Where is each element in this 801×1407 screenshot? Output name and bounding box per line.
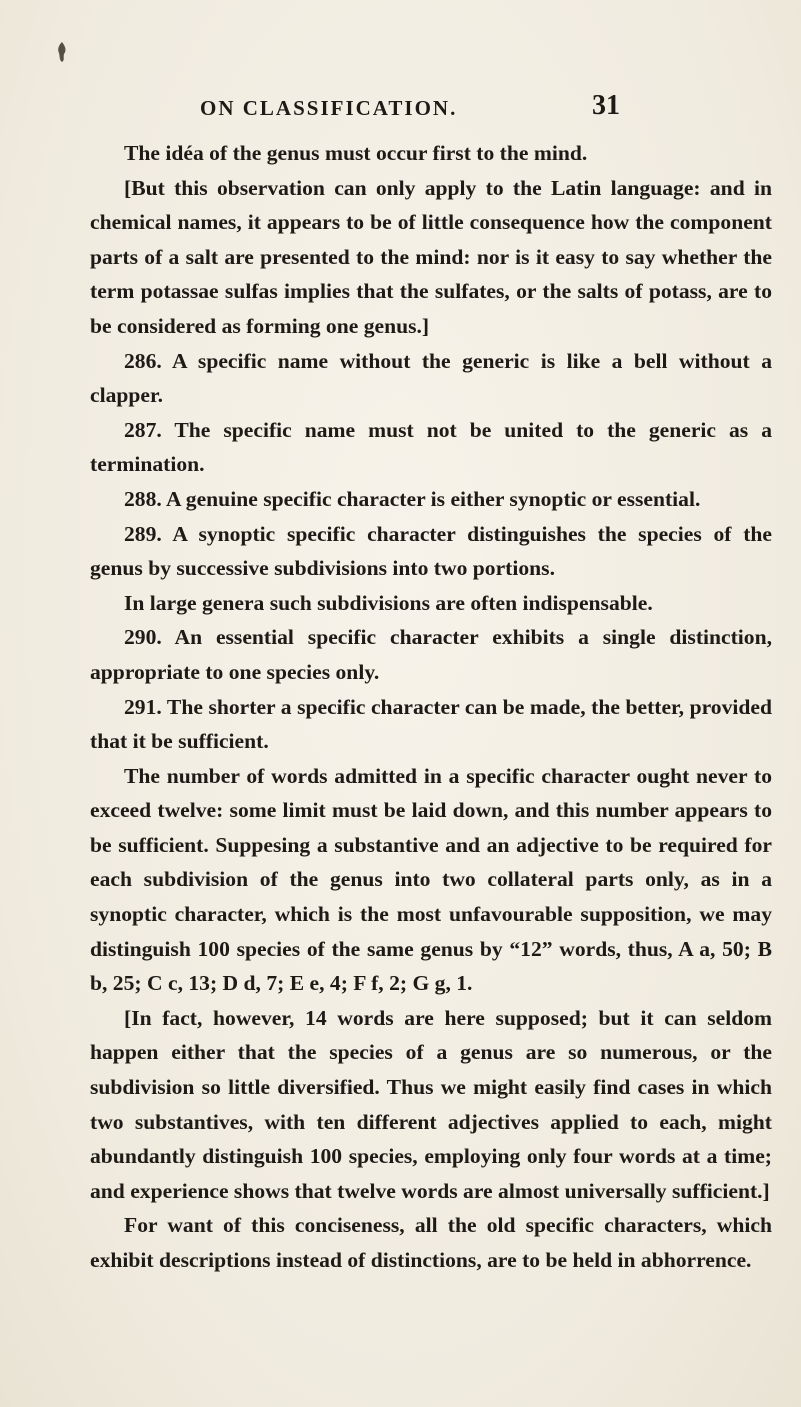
paragraph: 289. A synoptic specific character distinguishes the species of the genus by successive subdivisions into two portions.	[90, 521, 772, 581]
paragraph: In large genera such subdivisions are often indispensable.	[124, 590, 653, 615]
running-title: ON CLASSIFICATION.	[200, 96, 458, 120]
paragraph: 290. An essential specific character exhibits a single distinction, appropriate to one species only.	[90, 625, 772, 684]
paragraph: 286. A specific name without the generic is like a bell without a clapper.	[90, 348, 772, 408]
paragraph: 291. The shorter a specific character can be made, the better, provided that it be sufficient.	[90, 694, 772, 754]
ink-blot-mark	[54, 40, 70, 64]
paragraph: The number of words admitted in a specific character ought never to exceed twelve: some limit must be laid down, and this number appears to be sufficient. Suppesing a substantive and an adjective to be required for each subdivision of the genus into two collateral parts only, as in a synoptic character, which is the most unfavourable supposition, we may distinguish 100 species of the same genus by “12” words, thus, A a, 50; B b, 25; C c, 13; D d, 7; E e, 4; F f, 2; G g, 1.	[90, 763, 772, 996]
paragraph: [In fact, however, 14 words are here supposed; but it can seldom happen either that the species of a genus are so numerous, or the subdivision so little diversified. Thus we might easily find cases in which two substantives, with ten different adjectives applied to each, might abundantly distinguish 100 species, employing only four words at a time; and experience shows that twelve words are almost universally sufficient.]	[90, 1005, 772, 1203]
page-header	[200, 90, 620, 130]
paragraph: For want of this conciseness, all the old specific characters, which exhibit descriptions instead of distinctions, are to be held in abhorrence.	[90, 1213, 772, 1272]
paragraph: [But this observation can only apply to the Latin language: and in chemical names, it appears to be of little consequence how the component parts of a salt are presented to the mind: nor is it easy to say whether the term potassae sulfas implies that the sulfates, or the salts of potass, are to be considered as forming one genus.]	[90, 175, 772, 338]
paragraph: 288. A genuine specific character is either synoptic or essential.	[124, 486, 701, 511]
paragraph: 287. The specific name must not be united to the generic as a termination.	[90, 417, 772, 477]
page-number: 31	[592, 90, 620, 121]
page-body	[90, 136, 772, 1278]
paragraph: The idéa of the genus must occur first to the mind.	[124, 141, 588, 165]
